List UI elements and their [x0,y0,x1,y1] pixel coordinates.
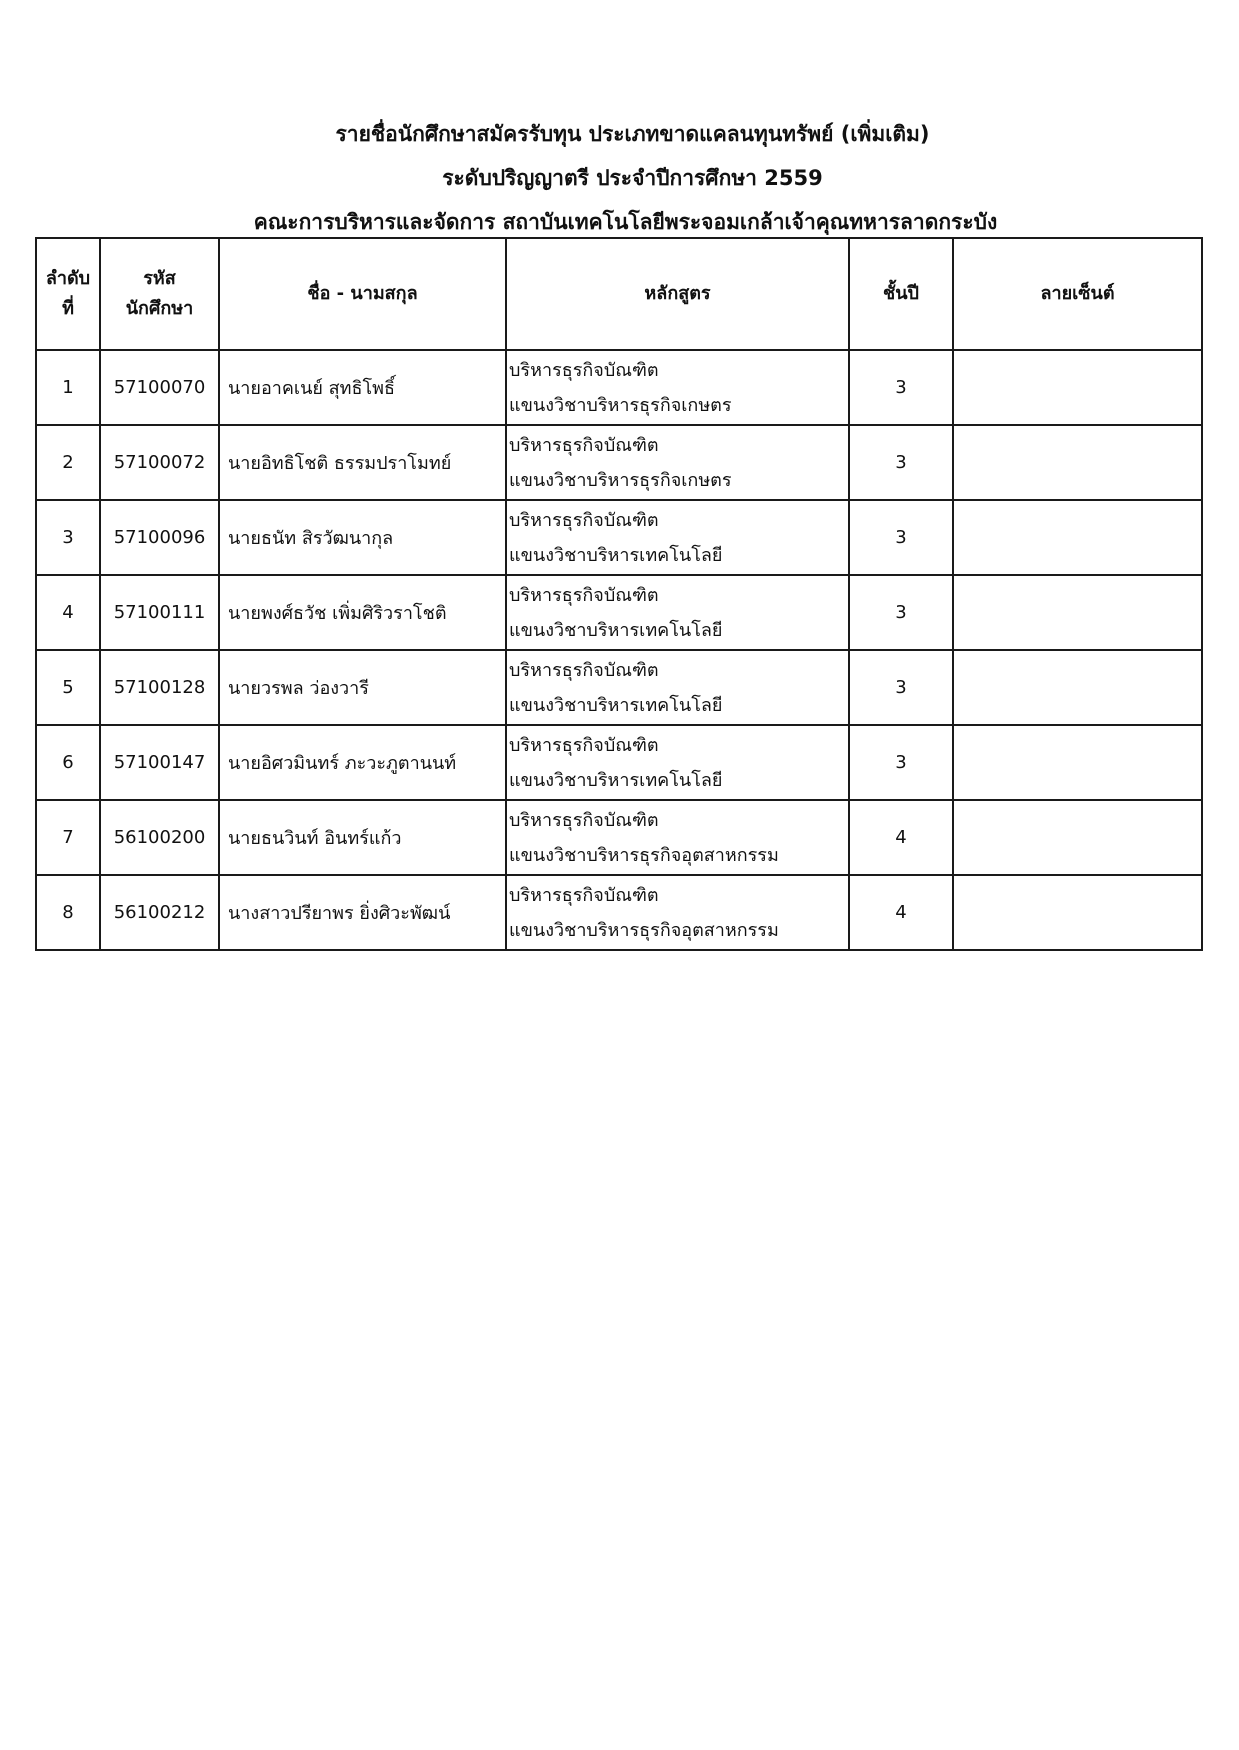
program-major: แขนงวิชาบริหารเทคโนโลยี [509,769,723,791]
cell-signature[interactable] [953,425,1202,500]
table-row [36,800,1202,875]
cell-program [506,575,849,650]
cell-signature[interactable] [953,350,1202,425]
cell-program [506,650,849,725]
cell-year: 3 [849,350,953,425]
header-no-line2: ที่ [62,298,74,319]
table-row [36,650,1202,725]
cell-name: นายอิทธิโชติ ธรรมปราโมทย์ [219,425,506,500]
program-degree: บริหารธุรกิจบัณฑิต [509,434,659,456]
table-row [36,725,1202,800]
cell-name: นางสาวปรียาพร ยิ่งศิวะพัฒน์ [219,875,506,950]
cell-signature[interactable] [953,650,1202,725]
cell-student-id: 56100212 [100,875,219,950]
cell-student-id: 57100096 [100,500,219,575]
cell-year: 3 [849,575,953,650]
program-degree: บริหารธุรกิจบัณฑิต [509,884,659,906]
cell-student-id: 57100070 [100,350,219,425]
program-major: แขนงวิชาบริหารเทคโนโลยี [509,694,723,716]
cell-program [506,500,849,575]
cell-program [506,800,849,875]
cell-no: 2 [36,425,100,500]
cell-year: 3 [849,425,953,500]
program-degree: บริหารธุรกิจบัณฑิต [509,809,659,831]
cell-name: นายอิศวมินทร์ ภะวะภูตานนท์ [219,725,506,800]
header-no [36,238,100,350]
cell-year: 3 [849,650,953,725]
cell-student-id: 57100111 [100,575,219,650]
cell-no: 3 [36,500,100,575]
cell-no: 4 [36,575,100,650]
cell-no: 7 [36,800,100,875]
header-name: ชื่อ - นามสกุล [219,238,506,350]
cell-name: นายอาคเนย์ สุทธิโพธิ์ [219,350,506,425]
cell-signature[interactable] [953,575,1202,650]
document-title [0,112,1239,244]
program-major: แขนงวิชาบริหารธุรกิจเกษตร [509,469,732,491]
cell-year: 3 [849,725,953,800]
cell-name: นายวรพล ว่องวารี [219,650,506,725]
cell-program [506,875,849,950]
header-year: ชั้นปี [849,238,953,350]
program-degree: บริหารธุรกิจบัณฑิต [509,509,659,531]
header-id-line2: นักศึกษา [125,298,194,319]
cell-no: 5 [36,650,100,725]
student-roster-table [35,237,1203,951]
table-header-row [36,238,1202,350]
cell-name: นายพงศ์ธวัช เพิ่มศิริวราโชติ [219,575,506,650]
cell-signature[interactable] [953,875,1202,950]
cell-student-id: 57100147 [100,725,219,800]
table-row [36,875,1202,950]
cell-student-id: 57100128 [100,650,219,725]
table-row [36,500,1202,575]
cell-year: 3 [849,500,953,575]
cell-student-id: 57100072 [100,425,219,500]
table-row [36,425,1202,500]
table-row [36,350,1202,425]
program-major: แขนงวิชาบริหารเทคโนโลยี [509,544,723,566]
title-line-1: รายชื่อนักศึกษาสมัครรับทุน ประเภทขาดแคลนทุนทรัพย์ (เพิ่มเติม) [335,122,930,146]
cell-student-id: 56100200 [100,800,219,875]
header-program: หลักสูตร [506,238,849,350]
cell-no: 6 [36,725,100,800]
cell-signature[interactable] [953,800,1202,875]
table-row [36,575,1202,650]
program-degree: บริหารธุรกิจบัณฑิต [509,659,659,681]
program-degree: บริหารธุรกิจบัณฑิต [509,734,659,756]
title-line-2: ระดับปริญญาตรี ประจำปีการศึกษา 2559 [442,166,823,190]
cell-no: 8 [36,875,100,950]
cell-name: นายธนวินท์ อินทร์แก้ว [219,800,506,875]
cell-year: 4 [849,800,953,875]
cell-name: นายธนัท สิรวัฒนากุล [219,500,506,575]
program-major: แขนงวิชาบริหารธุรกิจอุตสาหกรรม [509,844,779,866]
header-signature: ลายเซ็นต์ [953,238,1202,350]
program-major: แขนงวิชาบริหารธุรกิจเกษตร [509,394,732,416]
header-no-line1: ลำดับ [45,268,91,289]
cell-program [506,425,849,500]
program-major: แขนงวิชาบริหารธุรกิจอุตสาหกรรม [509,919,779,941]
cell-signature[interactable] [953,500,1202,575]
header-student-id [100,238,219,350]
cell-program [506,350,849,425]
header-id-line1: รหัส [143,268,176,289]
cell-program [506,725,849,800]
program-major: แขนงวิชาบริหารเทคโนโลยี [509,619,723,641]
program-degree: บริหารธุรกิจบัณฑิต [509,584,659,606]
cell-no: 1 [36,350,100,425]
cell-signature[interactable] [953,725,1202,800]
program-degree: บริหารธุรกิจบัณฑิต [509,359,659,381]
cell-year: 4 [849,875,953,950]
title-line-3: คณะการบริหารและจัดการ สถาบันเทคโนโลยีพระจอมเกล้าเจ้าคุณทหารลาดกระบัง [253,210,998,234]
